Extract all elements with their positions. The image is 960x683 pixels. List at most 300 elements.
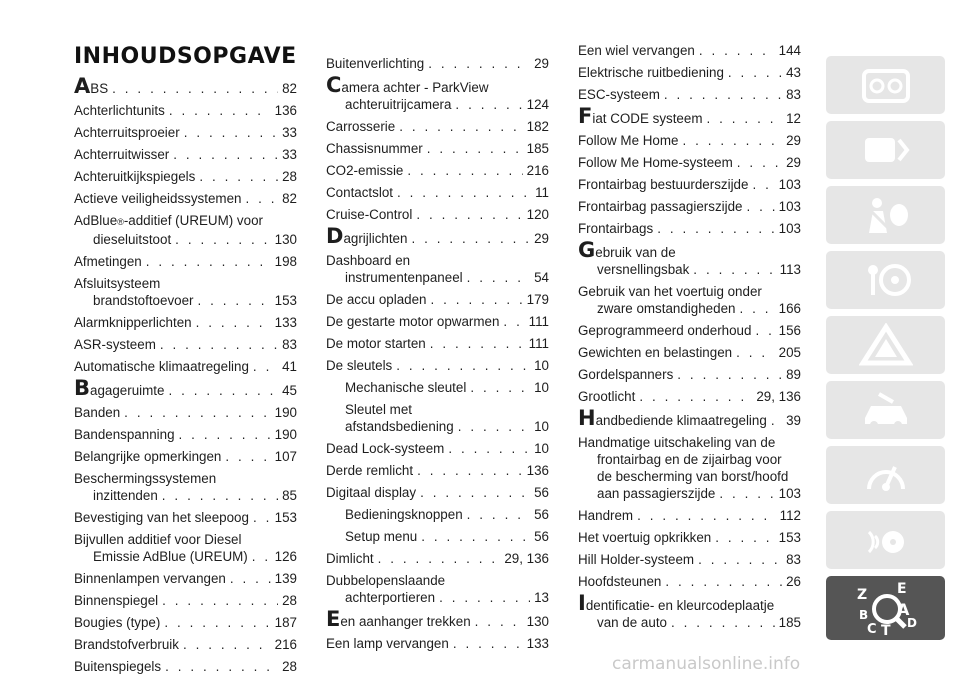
entry-line-main [578,104,801,128]
page-number: 82 [282,81,297,96]
page-number: 216 [274,637,297,652]
entry-text: Buitenspiegels [74,659,162,674]
dot-leader [169,102,271,119]
steering-wheel-icon [859,128,913,172]
entry-line-main [74,636,297,653]
entry-text: achteruitrijcamera [345,97,452,112]
entry-line [74,275,297,292]
entry-line-main [326,440,549,457]
entry-text: Mechanische sleutel [345,380,467,395]
entry-line-main [578,322,801,339]
dot-leader [699,42,775,59]
index-entry [578,406,801,430]
entry-line [326,401,549,418]
tab-emergency[interactable] [826,316,945,374]
entry-line [578,591,801,615]
dot-leader [175,231,270,248]
entry-text: Sleutel met [345,402,412,417]
section-initial: H [578,406,596,430]
entry-text: ASR-systeem [74,337,156,352]
entry-text: Bedieningsknoppen [345,507,463,522]
index-entry [326,73,549,113]
entry-text: -additief (UREUM) voor [123,213,263,228]
index-entry [326,607,549,631]
index-letter: A [896,600,909,619]
entry-line-main [74,124,297,141]
page-number: 26 [786,574,801,589]
entry-line [578,434,801,451]
index-entry [74,190,297,207]
index-entry [74,124,297,141]
index-entry [74,358,297,375]
entry-text: Bougies (type) [74,615,161,630]
index-entry [74,448,297,465]
page-number: 29 [534,56,549,71]
dot-leader [124,404,270,421]
page-number: 185 [526,141,549,156]
index-entry [74,592,297,609]
index-entry [74,531,297,565]
entry-line-main [578,507,801,524]
entry-line-main [326,550,549,567]
entry-text: Gordelspanners [578,367,674,382]
index-subentry [326,506,549,523]
page-number: 85 [282,488,297,503]
entry-line-main [74,292,297,309]
entry-line [326,572,549,589]
page-number: 10 [534,441,549,456]
entry-line-main [74,658,297,675]
index-subentry [326,528,549,545]
index-entry [74,426,297,443]
dot-leader [637,507,776,524]
dot-leader [448,440,530,457]
index-entry [74,614,297,631]
dot-leader [639,388,752,405]
page-number: 33 [282,125,297,140]
page-number: 156 [778,323,801,338]
index-entry [74,404,297,421]
entry-line [74,470,297,487]
dot-leader [184,124,278,141]
index-entry [74,146,297,163]
entry-text: ESC-systeem [578,87,660,102]
page-number: 124 [526,97,549,112]
entry-text: Follow Me Home [578,133,679,148]
page-number: 136 [526,463,549,478]
index-entry [326,335,549,352]
dot-leader [165,658,278,675]
entry-text: De sleutels [326,358,393,373]
entry-line-main [578,344,801,361]
entry-text: brandstoftoevoer [93,293,194,308]
registered-mark: ® [117,217,124,227]
dot-leader [453,635,523,652]
dot-leader [736,344,775,361]
dot-leader [198,292,271,309]
entry-text: zware omstandigheden [597,301,736,316]
dot-leader [245,190,278,207]
entry-text: De accu opladen [326,292,427,307]
index-entry [326,118,549,135]
entry-text: agageruimte [90,383,165,398]
tab-starting-driving[interactable] [826,251,945,309]
entry-line [326,73,549,97]
entry-line-main [326,291,549,308]
page-number: 39 [786,413,801,428]
dot-leader [707,110,783,127]
index-letters-icon [851,579,921,637]
dot-leader [399,118,522,135]
dot-leader [112,80,278,97]
tab-dashboard[interactable] [826,56,945,114]
page-number: 198 [274,254,297,269]
entry-text: Geprogrammeerd onderhoud [578,323,752,338]
tab-technical-data[interactable] [826,446,945,504]
entry-text: Frontairbag bestuurderszijde [578,177,749,192]
dot-leader [503,313,524,330]
section-initial: G [578,238,596,262]
index-entry [326,635,549,652]
index-entry [74,470,297,504]
entry-text: Grootlicht [578,389,636,404]
entry-text: Buitenverlichting [326,56,425,71]
entry-text: Bijvullen additief voor Diesel [74,532,242,547]
dot-leader [467,506,530,523]
entry-text: AdBlue [74,213,118,228]
page-number: 103 [778,486,801,501]
entry-text: CO2-emissie [326,163,404,178]
page-number: 83 [786,87,801,102]
tab-multimedia[interactable] [826,511,945,569]
page-number: 28 [282,659,297,674]
entry-text: andbediende klimaatregeling [595,413,767,428]
dot-leader [677,366,782,383]
page-number: 10 [534,419,549,434]
section-initial: C [326,73,342,97]
index-entry [326,291,549,308]
entry-line-main [326,313,549,330]
entry-line-main [74,336,297,353]
page-number: 120 [526,207,549,222]
page-number: 130 [526,614,549,629]
page-number: 144 [778,43,801,58]
entry-line-main [578,573,801,590]
section-initial: E [326,607,341,631]
dot-leader [682,132,782,149]
dot-leader [396,357,530,374]
entry-text: Achteruitkijkspiegels [74,169,196,184]
index-letter: E [896,581,907,597]
index-entry [326,140,549,157]
page-number: 103 [778,199,801,214]
entry-text: agrijlichten [343,231,408,246]
entry-line-main [326,96,549,113]
entry-line-main [326,506,549,523]
page-number: 139 [274,571,297,586]
dot-leader [693,261,775,278]
entry-line-main [578,42,801,59]
page-number: 10 [534,380,549,395]
entry-text: de bescherming van borst/hoofd [597,469,789,484]
index-entry [326,206,549,223]
page-number: 166 [778,301,801,316]
dot-leader [430,335,525,352]
index-letter: D [906,616,917,630]
entry-line-main [74,358,297,375]
index-entry [578,529,801,546]
index-letter: T [880,623,891,637]
page-number: 56 [534,507,549,522]
entry-text: Het voertuig opkrikken [578,530,712,545]
index-entry [326,184,549,201]
dot-leader [719,485,774,502]
dot-leader [173,146,278,163]
dot-leader [664,86,782,103]
index-entry [326,252,549,286]
index-entry [326,357,549,374]
dot-leader [728,64,782,81]
dot-leader [747,198,775,215]
entry-line [578,283,801,300]
entry-text: van de auto [597,615,667,630]
index-entry [74,336,297,353]
key-steering-icon [859,258,913,302]
entry-text: Dead Lock-systeem [326,441,445,456]
section-initial: D [326,224,344,248]
dot-leader [458,418,530,435]
dot-leader [657,220,774,237]
entry-text: Afmetingen [74,254,142,269]
page-number: 45 [282,383,297,398]
index-entry [326,440,549,457]
entry-text: frontairbag en de zijairbag voor [597,452,782,467]
entry-line-main [578,220,801,237]
index-letter: B [858,608,868,622]
page-number: 187 [274,615,297,630]
entry-line-main [74,314,297,331]
page-number: 56 [534,485,549,500]
entry-line-main [578,551,801,568]
entry-text: Beschermingssystemen [74,471,217,486]
entry-text: instrumentenpaneel [345,270,463,285]
entry-text: Gewichten en belastingen [578,345,733,360]
entry-text: Dashboard en [326,253,411,268]
chapter-tabs-sidebar [826,56,945,647]
entry-text: amera achter - ParkView [341,80,489,95]
entry-line-main [74,168,297,185]
page-number: 13 [534,590,549,605]
index-entry [326,484,549,501]
page-number: 182 [526,119,549,134]
index-entry [578,366,801,383]
page-number: 190 [274,427,297,442]
dot-leader [199,168,278,185]
entry-line-main [578,198,801,215]
entry-text: ebruik van de [595,245,676,260]
entry-text: iat CODE systeem [592,111,703,126]
dot-leader [417,462,523,479]
index-entry [74,658,297,675]
entry-line-main [578,132,801,149]
page-number: 54 [534,270,549,285]
page-number: 28 [282,593,297,608]
entry-line-main [74,614,297,631]
page-number: 133 [526,636,549,651]
page-number: 179 [526,292,549,307]
entry-text: aan passagierszijde [597,486,716,501]
tab-maintenance[interactable] [826,381,945,439]
dot-leader [183,636,271,653]
page-number: 29 [786,133,801,148]
entry-text: en aanhanger trekken [340,614,471,629]
index-letter: Z [856,587,867,603]
index-entry [74,102,297,119]
entry-text: afstandsbediening [345,419,454,434]
entry-line-main [578,406,801,430]
warning-triangle-icon [859,323,913,367]
entry-text: Gebruik van het voertuig onder [578,284,762,299]
tab-safety[interactable] [826,186,945,244]
entry-line-main [326,118,549,135]
page-number: 153 [778,530,801,545]
index-column-3 [578,42,801,636]
index-entry [326,313,549,330]
dot-leader [225,448,270,465]
entry-text: Brandstofverbruik [74,637,179,652]
section-initial: B [74,376,91,400]
entry-line-main [74,487,297,504]
entry-text: Frontairbags [578,221,654,236]
index-column-2 [326,55,549,657]
page-number: 111 [528,336,549,351]
page-number: 111 [528,314,549,329]
index-entry [578,573,801,590]
page-number: 12 [786,111,801,126]
index-column-1 [74,76,297,680]
entry-text: Achterruitwisser [74,147,170,162]
index-entry [326,162,549,179]
dot-leader [467,269,530,286]
entry-line [74,531,297,548]
tab-steering[interactable] [826,121,945,179]
entry-text: Derde remlicht [326,463,414,478]
index-entry [578,64,801,81]
entry-line-main [326,269,549,286]
entry-text: Afsluitsysteem [74,276,161,291]
dot-leader [179,426,271,443]
index-entry [578,132,801,149]
entry-line [578,451,801,468]
index-entry [578,154,801,171]
entry-line [326,252,549,269]
index-subentry [326,379,549,396]
page-number: 29 [786,155,801,170]
dot-leader [146,253,271,270]
entry-line-main [74,253,297,270]
entry-text: Handrem [578,508,634,523]
entry-line-main [74,74,297,98]
wrench-car-icon [859,388,913,432]
entry-text: Hoofdsteunen [578,574,662,589]
entry-line-main [578,261,801,278]
entry-line-main [326,224,549,248]
entry-text: inzittenden [93,488,158,503]
index-entry [578,104,801,128]
page-number: 103 [778,221,801,236]
entry-text: Een wiel vervangen [578,43,695,58]
page-number: 112 [779,508,801,523]
entry-text: Actieve veiligheidssystemen [74,191,242,206]
entry-line-main [326,335,549,352]
entry-text: Emissie AdBlue (UREUM) [93,549,248,564]
page-number: 153 [274,293,297,308]
entry-text: Chassisnummer [326,141,423,156]
entry-text: dentificatie- en kleurcodeplaatje [585,598,775,613]
entry-line-main [326,162,549,179]
dot-leader [411,230,530,247]
index-entry [578,344,801,361]
index-entry [74,314,297,331]
index-entry [326,572,549,606]
entry-text: Achterruitsproeier [74,125,180,140]
entry-line-main [74,146,297,163]
entry-text: Automatische klimaatregeling [74,359,249,374]
page-number: 83 [282,337,297,352]
entry-line-main [326,589,549,606]
entry-text: Setup menu [345,529,418,544]
entry-line-main [578,366,801,383]
index-entry [74,168,297,185]
page-number: 130 [274,232,297,247]
index-entry [578,220,801,237]
index-entry [578,434,801,502]
entry-line-main [74,448,297,465]
entry-text: Alarmknipperlichten [74,315,192,330]
dot-leader [470,379,530,396]
page-number: 29, 136 [504,551,549,566]
index-entry [326,462,549,479]
page-number: 33 [282,147,297,162]
page-number: 190 [274,405,297,420]
entry-text: Binnenspiegel [74,593,159,608]
index-entry [74,376,297,400]
entry-text: Bandenspanning [74,427,175,442]
index-entry [578,591,801,631]
dot-leader [455,96,522,113]
index-entry [74,570,297,587]
page-number: 205 [778,345,801,360]
entry-line-main [326,635,549,652]
entry-line-main [578,300,801,317]
entry-line-main [578,64,801,81]
index-entry [326,224,549,248]
entry-text: De motor starten [326,336,426,351]
dot-leader [421,528,530,545]
index-entry [578,198,801,215]
index-entry [326,550,549,567]
entry-text: Handmatige uitschakeling van de [578,435,776,450]
entry-text: Carrosserie [326,119,396,134]
entry-line-main [326,484,549,501]
dot-leader [755,322,774,339]
page-number: 83 [786,552,801,567]
tab-index-active[interactable] [826,576,945,640]
entry-line-main [326,206,549,223]
dot-leader [162,487,278,504]
page-number: 10 [534,358,549,373]
entry-line-main [578,154,801,171]
